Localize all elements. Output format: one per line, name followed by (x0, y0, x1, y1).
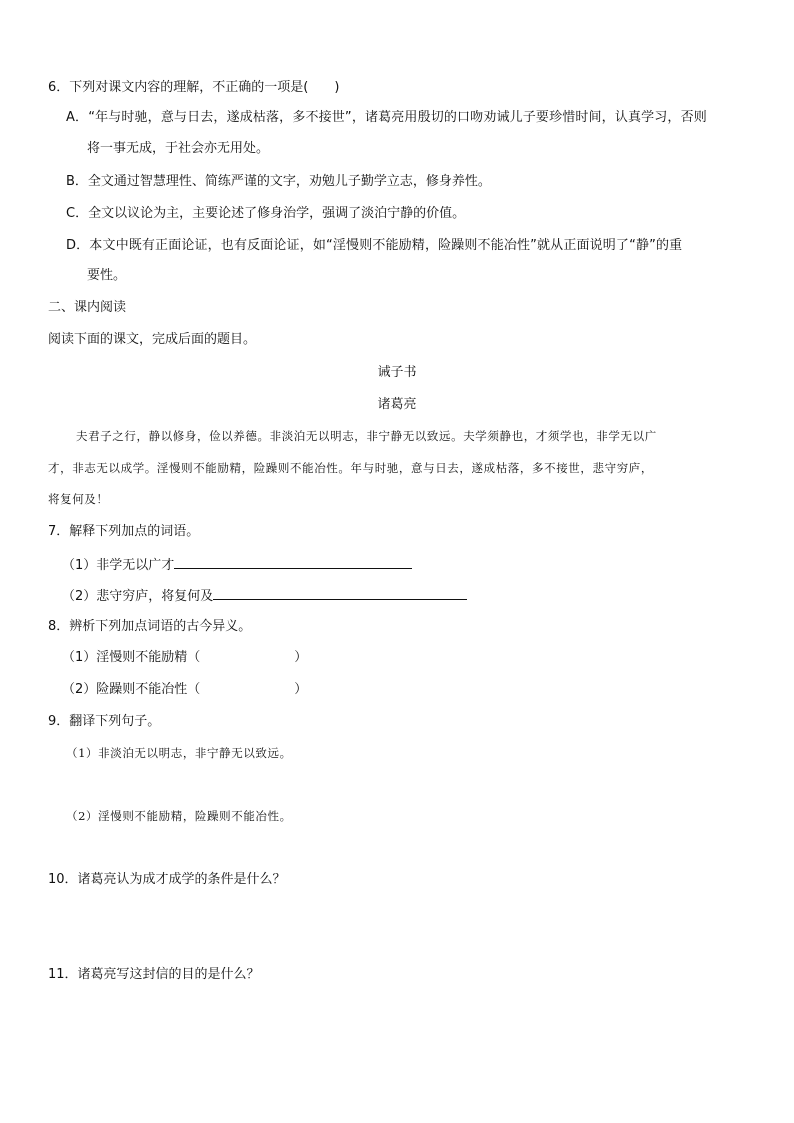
q8-item-2 (62, 680, 307, 700)
passage-line-2: 才，非志无以成学。淫慢则不能励精，险躁则不能冶性。年与时驰，意与日去，遂成枯落，多不接世，悲守穷庐， (48, 461, 653, 475)
q6-stem: 6．下列对课文内容的理解，不正确的一项是( ) (48, 80, 340, 95)
q9-stem: 9．翻译下列句子。 (48, 714, 161, 729)
passage-author: 诸葛亮 (377, 397, 417, 412)
q7-item-1-text: （1）非学无以广才 (62, 558, 175, 573)
q8-item-1-text: （1）淫慢则不能励精（ (62, 650, 201, 665)
q6-option-b: B．全文通过智慧理性、简练严谨的文字，劝勉儿子勤学立志，修身养性。 (66, 174, 491, 189)
q7-item-2-answer-blank[interactable] (213, 585, 467, 600)
q7-stem: 7．解释下列加点的词语。 (48, 524, 200, 539)
q7-item-2 (62, 585, 467, 607)
q8-stem: 8．辨析下列加点词语的古今异义。 (48, 619, 252, 634)
q8-item-1 (62, 648, 307, 668)
q9-item-1: （1）非淡泊无以明志，非宁静无以致远。 (66, 746, 292, 760)
q10-stem: 10．诸葛亮认为成才成学的条件是什么？ (48, 872, 286, 887)
passage-line-3: 将复何及！ (48, 492, 109, 506)
q11-stem: 11．诸葛亮写这封信的目的是什么？ (48, 967, 260, 982)
q7-item-2-text: （2）悲守穷庐，将复何及 (62, 589, 214, 604)
q6-option-a-line2: 将一事无成，于社会亦无用处。 (87, 141, 270, 156)
q9-item-2: （2）淫慢则不能励精，险躁则不能冶性。 (66, 809, 292, 823)
q8-item-2-close-paren: ） (294, 682, 308, 697)
section-heading: 二、课内阅读 (48, 300, 127, 315)
q6-option-d-line1: D．本文中既有正面论证，也有反面论证，如“淫慢则不能励精，险躁则不能冶性”就从正面说明了“静”的重 (66, 238, 683, 253)
q8-item-2-text: （2）险躁则不能冶性（ (62, 682, 201, 697)
q8-item-1-close-paren: ） (294, 650, 308, 665)
q7-item-1 (62, 554, 412, 576)
q6-option-a-line1: A．“年与时驰，意与日去，遂成枯落，多不接世”，诸葛亮用殷切的口吻劝诫儿子要珍惜时间，认真学习，否则 (66, 110, 707, 125)
passage-title: 诫子书 (377, 365, 417, 380)
q6-option-d-line2: 要性。 (87, 268, 127, 283)
q6-option-c: C．全文以议论为主，主要论述了修身治学，强调了淡泊宁静的价值。 (66, 206, 466, 221)
passage-line-1: 夫君子之行，静以修身，俭以养德。非淡泊无以明志，非宁静无以致远。夫学须静也，才须学也，非学无以广 (76, 429, 657, 443)
section-instruction: 阅读下面的课文，完成后面的题目。 (48, 332, 257, 347)
q7-item-1-answer-blank[interactable] (174, 554, 412, 569)
